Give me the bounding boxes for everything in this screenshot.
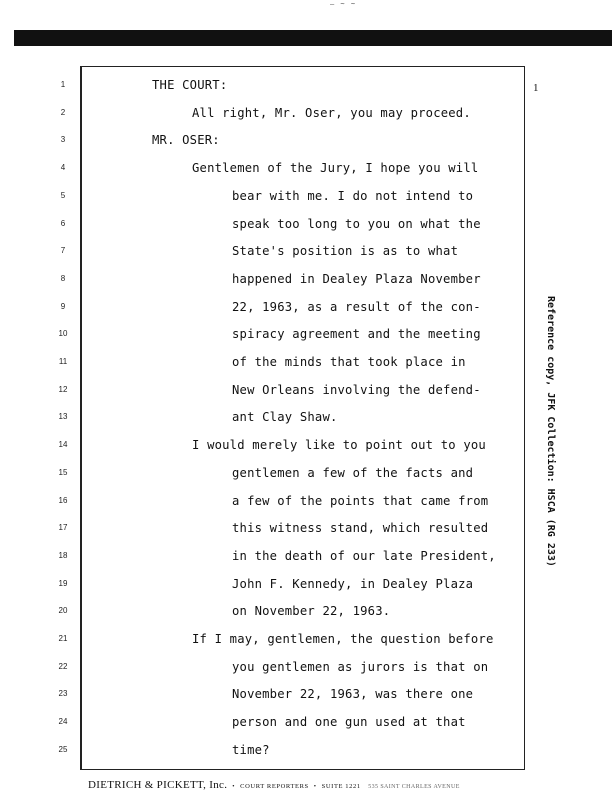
line-number: 3 bbox=[60, 135, 66, 145]
line-number: 23 bbox=[58, 689, 68, 699]
transcript-line: time? bbox=[232, 742, 270, 757]
line-number: 5 bbox=[60, 190, 66, 200]
line-number: 22 bbox=[58, 661, 68, 671]
line-number: 7 bbox=[60, 246, 66, 256]
reference-copy-stamp bbox=[540, 296, 560, 596]
transcript-line: If I may, gentlemen, the question before bbox=[192, 632, 494, 646]
transcript-line: a few of the points that came from bbox=[232, 493, 489, 508]
line-number: 9 bbox=[60, 301, 66, 311]
transcript-line: 22, 1963, as a result of the con- bbox=[232, 299, 481, 314]
transcript-line: THE COURT: bbox=[152, 78, 228, 92]
line-number: 25 bbox=[58, 744, 68, 754]
transcript-line: New Orleans involving the defend- bbox=[232, 382, 481, 397]
footer: DIETRICH & PICKETT, Inc. • COURT REPORTERS • SUITE 1221 535 SAINT CHARLES AVENUE bbox=[88, 779, 460, 791]
transcript-line: spiracy agreement and the meeting bbox=[232, 327, 481, 342]
line-number: 2 bbox=[60, 107, 66, 117]
transcript-line: person and one gun used at that bbox=[232, 715, 466, 730]
line-number: 13 bbox=[58, 412, 68, 422]
footer-suite: SUITE 1221 bbox=[321, 783, 361, 790]
transcript-line: of the minds that took place in bbox=[232, 355, 466, 369]
line-number: 6 bbox=[60, 218, 66, 228]
line-number: 20 bbox=[58, 606, 68, 616]
line-number: 8 bbox=[60, 273, 66, 283]
transcript-line: this witness stand, which resulted bbox=[232, 521, 489, 536]
transcript-line: speak too long to you on what the bbox=[232, 216, 481, 231]
line-number: 12 bbox=[58, 384, 68, 394]
line-number: 24 bbox=[58, 717, 68, 727]
line-number: 14 bbox=[58, 440, 68, 450]
line-number: 21 bbox=[58, 634, 68, 643]
transcript-line: State's position is as to what bbox=[232, 244, 459, 259]
line-number: 17 bbox=[58, 523, 68, 533]
line-number: 1 bbox=[60, 80, 66, 89]
transcript-line: MR. OSER: bbox=[152, 133, 220, 148]
top-scrawl-marks: — ~ ~ bbox=[330, 0, 357, 8]
transcript-line: bear with me. I do not intend to bbox=[232, 188, 474, 203]
transcript-line: I would merely like to point out to you bbox=[192, 438, 486, 453]
line-number: 4 bbox=[60, 163, 66, 173]
reference-copy-text: Reference copy, JFK Collection: HSCA (RG 233) bbox=[545, 296, 556, 567]
transcript-line: John F. Kennedy, in Dealey Plaza bbox=[232, 576, 474, 591]
transcript-line: gentlemen a few of the facts and bbox=[232, 465, 474, 480]
line-number: 15 bbox=[58, 467, 68, 477]
top-black-bar bbox=[14, 30, 612, 46]
transcript-line: ant Clay Shaw. bbox=[232, 410, 338, 425]
transcript-line: Gentlemen of the Jury, I hope you will bbox=[192, 161, 479, 176]
line-number: 16 bbox=[58, 495, 68, 505]
footer-firm: DIETRICH & PICKETT, Inc. bbox=[88, 779, 228, 791]
line-number: 18 bbox=[58, 550, 68, 560]
transcript-line: happened in Dealey Plaza November bbox=[232, 271, 481, 286]
transcript-line: November 22, 1963, was there one bbox=[232, 687, 474, 702]
transcript-line: on November 22, 1963. bbox=[232, 604, 391, 619]
line-number: 19 bbox=[58, 578, 68, 588]
footer-address: 535 SAINT CHARLES AVENUE bbox=[368, 784, 460, 790]
line-number: 11 bbox=[58, 357, 68, 366]
transcript-line: you gentlemen as jurors is that on bbox=[232, 659, 489, 674]
transcript-line: All right, Mr. Oser, you may proceed. bbox=[192, 105, 471, 120]
transcript-line: in the death of our late President, bbox=[232, 548, 496, 563]
line-number: 10 bbox=[58, 329, 68, 339]
footer-service: COURT REPORTERS bbox=[240, 783, 309, 790]
page-number: 1 bbox=[533, 82, 539, 94]
